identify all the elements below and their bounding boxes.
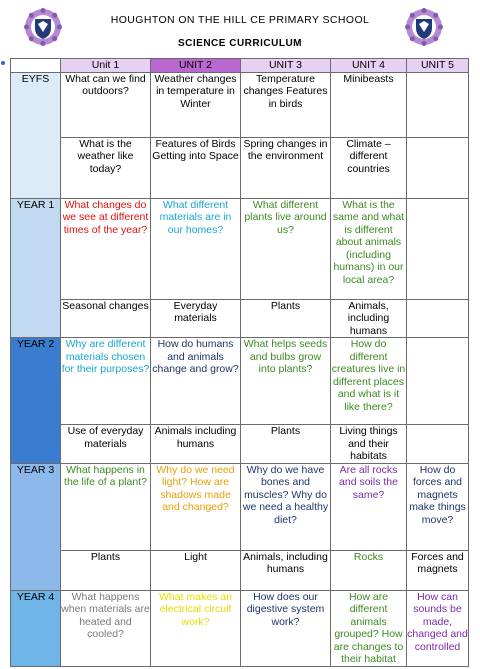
page-title: SCIENCE CURRICULUM	[178, 38, 302, 49]
question-cell	[407, 338, 469, 425]
question-cell: Weather changes in temperature in Winter	[151, 72, 241, 137]
table-row	[11, 299, 469, 338]
topic-cell: Light	[151, 550, 241, 590]
column-header-unit-5: UNIT 5	[407, 59, 469, 73]
question-cell: What different plants live around us?	[241, 198, 331, 299]
topic-cell: Climate – different countries	[331, 137, 407, 198]
table-row	[11, 590, 469, 666]
topic-cell: Spring changes in the environment	[241, 137, 331, 198]
question-cell: How does our digestive system work?	[241, 590, 331, 666]
table-row	[11, 198, 469, 299]
question-cell: How can sounds be made, changed and controlled	[407, 590, 469, 666]
topic-cell: Animals including humans	[151, 425, 241, 464]
topic-cell: Plants	[61, 550, 151, 590]
column-header-unit-3: UNIT 3	[241, 59, 331, 73]
topic-cell: Animals, including humans	[331, 299, 407, 338]
topic-cell: Features of Birds Getting into Space	[151, 137, 241, 198]
topic-cell: Everyday materials	[151, 299, 241, 338]
topic-cell: Living things and their habitats	[331, 425, 407, 464]
topic-cell: Plants	[241, 425, 331, 464]
table-row	[11, 425, 469, 464]
corner-cell	[11, 59, 61, 73]
topic-cell: Plants	[241, 299, 331, 338]
topic-cell	[407, 299, 469, 338]
question-cell: What changes do we see at different times of the year?	[61, 198, 151, 299]
question-cell: Temperature changes Features in birds	[241, 72, 331, 137]
question-cell: Why do we have bones and muscles? Why do we need a healthy diet?	[241, 463, 331, 550]
table-row	[11, 463, 469, 550]
question-cell: What makes an electrical circuit work?	[151, 590, 241, 666]
column-header-unit-2: UNIT 2	[151, 59, 241, 73]
question-cell: How do humans and animals change and grow?	[151, 338, 241, 425]
table-row	[11, 137, 469, 198]
year-label-year-4: YEAR 4	[11, 590, 61, 666]
topic-cell: Forces and magnets	[407, 550, 469, 590]
question-cell: How are different animals grouped? How are changes to their habitat	[331, 590, 407, 666]
year-label-eyfs: EYFS	[11, 72, 61, 198]
topic-cell: Use of everyday materials	[61, 425, 151, 464]
topic-cell: Rocks	[331, 550, 407, 590]
question-cell: What happens when materials are heated and cooled?	[61, 590, 151, 666]
question-cell: How do forces and magnets make things move?	[407, 463, 469, 550]
table-row	[11, 72, 469, 137]
column-header-unit-1: Unit 1	[61, 59, 151, 73]
curriculum-table	[10, 58, 469, 667]
question-cell: How do different creatures live in different places and what is it like there?	[331, 338, 407, 425]
school-name: HOUGHTON ON THE HILL CE PRIMARY SCHOOL	[110, 14, 370, 26]
year-label-year-3: YEAR 3	[11, 463, 61, 590]
topic-cell	[407, 137, 469, 198]
topic-cell: Seasonal changes	[61, 299, 151, 338]
question-cell	[407, 198, 469, 299]
column-header-unit-4: UNIT 4	[331, 59, 407, 73]
question-cell: What helps seeds and bulbs grow into plants?	[241, 338, 331, 425]
bullet-marker	[1, 61, 5, 65]
question-cell: What is the same and what is different about animals (including humans) in our local area?	[331, 198, 407, 299]
header-row	[11, 59, 469, 73]
question-cell: Minibeasts	[331, 72, 407, 137]
topic-cell: What is the weather like today?	[61, 137, 151, 198]
question-cell: Why do we need light? How are shadows made and changed?	[151, 463, 241, 550]
question-cell: Are all rocks and soils the same?	[331, 463, 407, 550]
topic-cell: Animals, including humans	[241, 550, 331, 590]
table-row	[11, 338, 469, 425]
question-cell: Why are different materials chosen for their purposes?	[61, 338, 151, 425]
question-cell: What different materials are in our homes?	[151, 198, 241, 299]
school-crest-logo-right	[405, 8, 443, 46]
topic-cell	[407, 425, 469, 464]
question-cell: What happens in the life of a plant?	[61, 463, 151, 550]
year-label-year-2: YEAR 2	[11, 338, 61, 464]
question-cell	[407, 72, 469, 137]
question-cell: What can we find outdoors?	[61, 72, 151, 137]
table-row	[11, 550, 469, 590]
year-label-year-1: YEAR 1	[11, 198, 61, 338]
page-header	[0, 0, 480, 58]
